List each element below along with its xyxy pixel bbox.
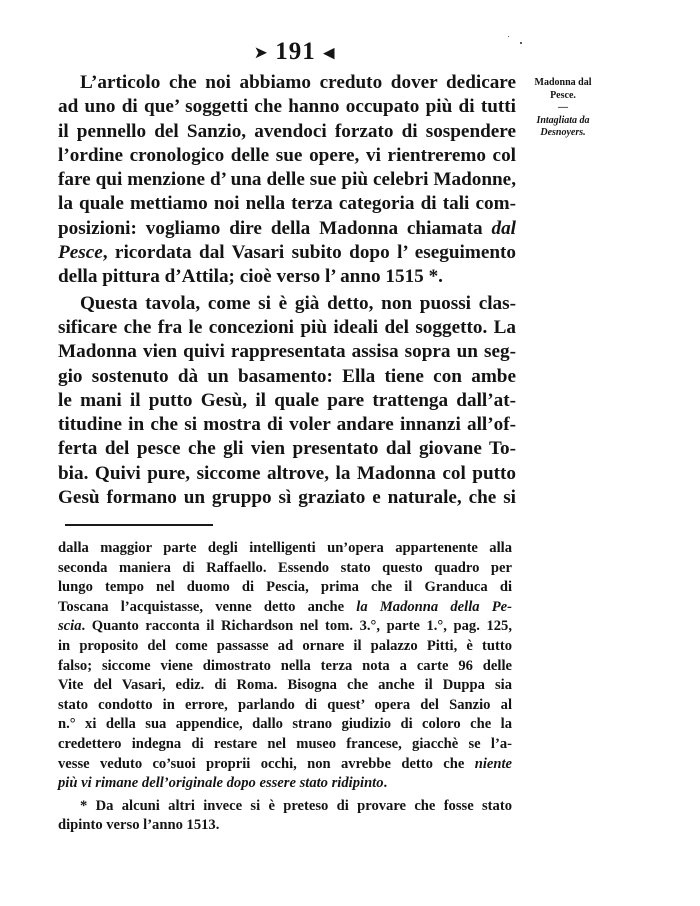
margin-note-title-cont: Pesce. bbox=[550, 89, 576, 101]
italic-title: la Madonna della Pe- bbox=[356, 598, 512, 615]
footnote-divider bbox=[65, 524, 213, 526]
italic-pesce: Pesce bbox=[58, 242, 103, 264]
right-ornament-icon: ◀ bbox=[323, 45, 336, 62]
margin-note-engraver-label: Intagliata da bbox=[536, 114, 590, 126]
left-ornament-icon: ➤ bbox=[254, 45, 269, 62]
text-line: gio sostenuto dà un basamento: Ella tiene con ambe bbox=[58, 365, 516, 387]
text-segment: . Quanto racconta il Richardson nel tom. 3.°, parte 1.°, pag. 125, bbox=[81, 618, 512, 635]
footnote-line-composite bbox=[58, 598, 512, 618]
main-text bbox=[58, 71, 516, 510]
text-line: Gesù formano un gruppo sì graziato e naturale, che si bbox=[58, 487, 516, 509]
footnote-line: * Da alcuni altri invece si è preteso di provare che fosse stato bbox=[80, 797, 512, 814]
page-header bbox=[210, 38, 380, 67]
text-line: della pittura d’Attila; cioè verso l’ anno 1515 *. bbox=[58, 266, 443, 288]
italic-title-cont: scia bbox=[58, 618, 82, 635]
footnote-line: credettero indegna di restare nel museo francese, giacchè se l’a- bbox=[58, 735, 512, 752]
margin-note-title: Madonna dal bbox=[534, 77, 592, 88]
footnote-line: dalla maggior parte degli intelligenti un’opera appartenente alla bbox=[58, 540, 512, 556]
text-line: ferta del pesce che gli vien presentato dal giovane To- bbox=[58, 438, 516, 460]
text-line: bia. Quivi pure, siccome altrove, la Madonna col putto bbox=[58, 462, 516, 484]
text-segment: . bbox=[383, 775, 388, 792]
text-segment: Toscana l’acquistasse, venne detto anche bbox=[58, 598, 357, 615]
footnote-line: stato condotto in errore, parlando di quest’ opera del Sanzio al bbox=[58, 696, 512, 713]
star-footnote bbox=[58, 797, 512, 836]
footnote-line: dipinto verso l’anno 1513. bbox=[58, 817, 220, 834]
footnote-line: lungo tempo nel duomo di Pescia, prima che il Granduca di bbox=[58, 579, 512, 596]
margin-note bbox=[522, 77, 604, 140]
page-number: 191 bbox=[275, 38, 316, 65]
italic-quote-start: niente bbox=[474, 755, 512, 772]
text-line: le mani il putto Gesù, il quale pare trattenga dall’at- bbox=[58, 389, 516, 411]
text-line: l’ordine cronologico delle sue opere, vi rientreremo col bbox=[58, 144, 516, 166]
footnote-line: seconda maniera di Raffaello. Essendo stato questo quadro per bbox=[58, 559, 512, 576]
text-line-composite bbox=[58, 241, 516, 265]
text-line: sificare che fra le concezioni più ideali del soggetto. La bbox=[58, 316, 516, 338]
margin-note-engraver-name: Desnoyers. bbox=[540, 127, 586, 138]
italic-dal: dal bbox=[491, 217, 516, 239]
ink-speck bbox=[520, 42, 522, 44]
footnote-line: falso; siccome viene dimostrato nella terza nota a carte 96 delle bbox=[58, 657, 512, 674]
text-line: fare qui menzione d’ una delle sue più celebri Madonne, bbox=[58, 169, 516, 191]
italic-quote: più vi rimane dell’originale dopo essere stato ridipinto bbox=[58, 775, 384, 792]
text-line: Questa tavola, come si è già detto, non puossi clas- bbox=[80, 292, 516, 314]
footnote-line: n.° xi della sua appendice, dallo strano giudizio di coloro che la bbox=[58, 716, 512, 733]
footnote-line-composite bbox=[58, 617, 512, 637]
text-line: Madonna vien quivi rappresentata assisa sopra un seg- bbox=[58, 341, 516, 363]
text-line: la quale mettiamo noi nella terza categoria di tali com- bbox=[58, 193, 516, 215]
text-segment: vesse veduto co’suoi proprii occhi, non avrebbe detto che bbox=[58, 755, 475, 772]
text-line: ad uno di que’ soggetti che hanno occupato più di tutti bbox=[58, 96, 516, 118]
ink-speck bbox=[508, 36, 509, 37]
margin-note-dash: — bbox=[558, 102, 568, 113]
paragraph-1 bbox=[58, 71, 516, 290]
footnote-line-composite bbox=[58, 774, 512, 794]
footnotes bbox=[58, 539, 512, 836]
text-segment: , ricordata dal Vasari subito dopo l’ eseguimento bbox=[102, 242, 516, 264]
text-line-composite bbox=[58, 217, 516, 241]
text-line: L’articolo che noi abbiamo creduto dover dedicare bbox=[80, 72, 516, 93]
text-line: titudine in che si mostra di voler andare innanzi all’of- bbox=[58, 414, 516, 436]
text-line: il pennello del Sanzio, avendoci forzato di sospendere bbox=[58, 120, 516, 142]
text-segment: posizioni: vogliamo dire della Madonna chiamata bbox=[58, 217, 492, 239]
footnote-line-composite bbox=[58, 755, 512, 775]
paragraph-2 bbox=[58, 292, 516, 511]
footnote-line: Vite del Vasari, ediz. di Roma. Bisogna che anche il Duppa sia bbox=[58, 677, 512, 694]
footnote-line: in proposito del come passasse ad ornare il palazzo Pitti, è tutto bbox=[58, 637, 512, 654]
